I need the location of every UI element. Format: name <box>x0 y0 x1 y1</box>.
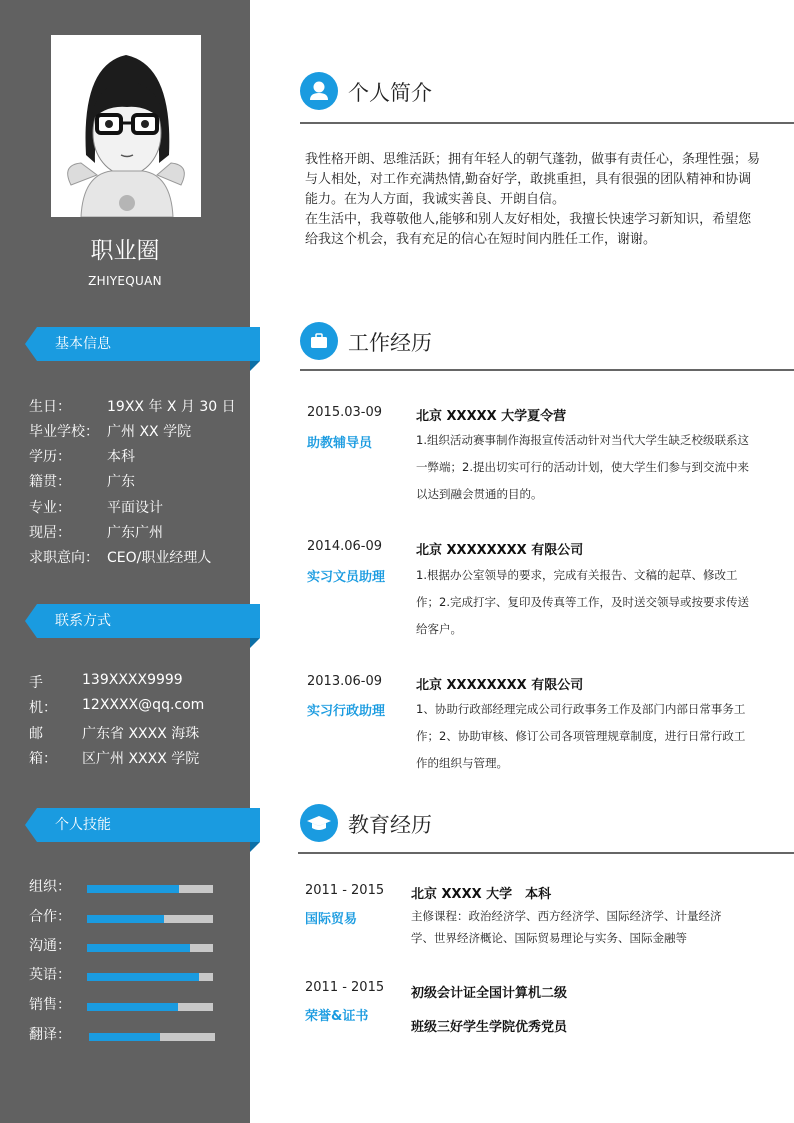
contact-label: 邮 <box>29 726 43 742</box>
info-value: 广东 <box>107 474 135 490</box>
job-company: 北京 XXXXXXXX 有限公司 <box>416 543 584 558</box>
skill-bar-fill <box>87 973 199 981</box>
section-title: 教育经历 <box>348 813 432 837</box>
skill-bar-fill <box>89 1033 160 1041</box>
job-description: 1.根据办公室领导的要求，完成有关报告、文稿的起草、修改工作；2.完成打字、复印及传真等工作，及时送交领导或按要求传送给客户。 <box>416 568 749 636</box>
skill-bar <box>87 885 213 893</box>
person-icon <box>300 72 338 110</box>
graduation-cap-icon <box>300 804 338 842</box>
ribbon-label: 个人技能 <box>55 817 111 833</box>
job-role: 实习行政助理 <box>307 704 386 719</box>
job-role: 助教辅导员 <box>307 436 373 451</box>
skill-bar-fill <box>87 1003 178 1011</box>
contact-label: 机： <box>29 700 57 716</box>
contact-label: 箱： <box>29 751 57 767</box>
contact-label: 手 <box>29 675 43 691</box>
info-value: 19XX 年 X 月 30 日 <box>107 399 236 415</box>
contact-value: 12XXXX@qq.com <box>82 697 205 713</box>
skill-label: 组织： <box>29 879 71 895</box>
section-title: 个人简介 <box>348 81 432 105</box>
info-value: 广州 XX 学院 <box>107 424 192 440</box>
job-description: 1、协助行政部经理完成公司行政事务工作及部门内部日常事务工作；2、协助审核、修订公司各项管理规章制度，进行日常行政工作的组织与管理。 <box>416 702 746 770</box>
skill-label: 英语： <box>29 967 71 983</box>
skill-row <box>29 876 229 896</box>
section-title: 工作经历 <box>348 331 432 355</box>
job-company: 北京 XXXXXXXX 有限公司 <box>416 678 584 693</box>
info-label: 学历： <box>29 449 71 465</box>
ribbon-label: 联系方式 <box>55 613 111 629</box>
divider <box>300 122 794 124</box>
job-date: 2013.06-09 <box>307 674 382 689</box>
skill-bar-fill <box>87 915 164 923</box>
edu-date: 2011 - 2015 <box>305 883 385 898</box>
edu-description: 主修课程：政治经济学、西方经济学、国际经济学、计量经济学、世界经济概论、国际贸易理论与实务、国际金融等 <box>411 909 722 945</box>
sidebar <box>0 0 250 1123</box>
edu-major: 国际贸易 <box>305 912 358 927</box>
ribbon-basic-info <box>25 325 260 361</box>
skill-bar <box>87 973 213 981</box>
job-company: 北京 XXXXX 大学夏令营 <box>416 409 567 424</box>
skill-bar-fill <box>87 944 190 952</box>
info-label: 专业： <box>29 500 71 516</box>
person-name-en: ZHIYEQUAN <box>88 274 162 288</box>
skill-row <box>29 964 229 984</box>
contact-value: 广东省 XXXX 海珠 <box>82 726 200 742</box>
edu-honor: 初级会计证全国计算机二级 <box>411 986 568 1001</box>
divider <box>300 369 794 371</box>
skill-row <box>29 1024 229 1044</box>
avatar <box>51 35 201 217</box>
intro-paragraph: 我性格开朗、思维活跃；拥有年轻人的朝气蓬勃，做事有责任心，条理性强；易与人相处，对工作充满热情,勤奋好学，敢挑重担，具有很强的团队精神和协调能力。在为人方面，我诚实善良、开朗自信。 <box>305 152 761 207</box>
info-value: 平面设计 <box>107 500 163 516</box>
info-label: 毕业学校： <box>29 424 99 440</box>
skill-label: 沟通： <box>29 938 71 954</box>
person-name: 职业圈 <box>90 238 160 264</box>
avatar-illustration <box>51 35 201 217</box>
contact-value: 区广州 XXXX 学院 <box>82 751 200 767</box>
job-date: 2014.06-09 <box>307 539 382 554</box>
intro-paragraph: 在生活中，我尊敬他人,能够和别人友好相处，我擅长快速学习新知识，希望您给我这个机会，我有充足的信心在短时间内胜任工作，谢谢。 <box>305 212 752 247</box>
info-label: 现居： <box>29 525 71 541</box>
ribbon-contact <box>25 602 260 638</box>
job-date: 2015.03-09 <box>307 405 382 420</box>
info-label: 籍贯： <box>29 474 71 490</box>
skill-bar <box>87 944 213 952</box>
skill-row <box>29 994 229 1014</box>
skill-bar <box>87 1003 213 1011</box>
skill-bar <box>89 1033 215 1041</box>
ribbon-label: 基本信息 <box>55 336 111 352</box>
contact-value: 139XXXX9999 <box>82 672 183 688</box>
ribbon-skills <box>25 806 260 842</box>
skill-bar <box>87 915 213 923</box>
edu-date: 2011 - 2015 <box>305 980 385 995</box>
edu-honors-label: 荣誉&证书 <box>305 1009 369 1024</box>
edu-honor: 班级三好学生学院优秀党员 <box>411 1020 568 1035</box>
info-value: 广东广州 <box>107 525 163 541</box>
info-label: 生日： <box>29 399 71 415</box>
info-value: 本科 <box>107 449 135 465</box>
briefcase-icon <box>300 322 338 360</box>
skill-row <box>29 935 229 955</box>
intro-text <box>305 150 760 250</box>
job-role: 实习文员助理 <box>307 570 386 585</box>
skill-label: 翻译： <box>29 1027 71 1043</box>
skill-label: 合作： <box>29 909 71 925</box>
job-description: 1.组织活动赛事制作海报宣传活动针对当代大学生缺乏校级联系这一弊端；2.提出切实可行的活动计划，使大学生们参与到交流中来以达到融会贯通的目的。 <box>416 433 749 501</box>
skill-row <box>29 906 229 926</box>
info-label: 求职意向： <box>29 550 99 566</box>
skill-label: 销售： <box>29 997 71 1013</box>
skill-bar-fill <box>87 885 179 893</box>
edu-school: 北京 XXXX 大学 本科 <box>411 887 552 902</box>
info-value: CEO/职业经理人 <box>107 550 212 566</box>
divider <box>298 852 794 854</box>
